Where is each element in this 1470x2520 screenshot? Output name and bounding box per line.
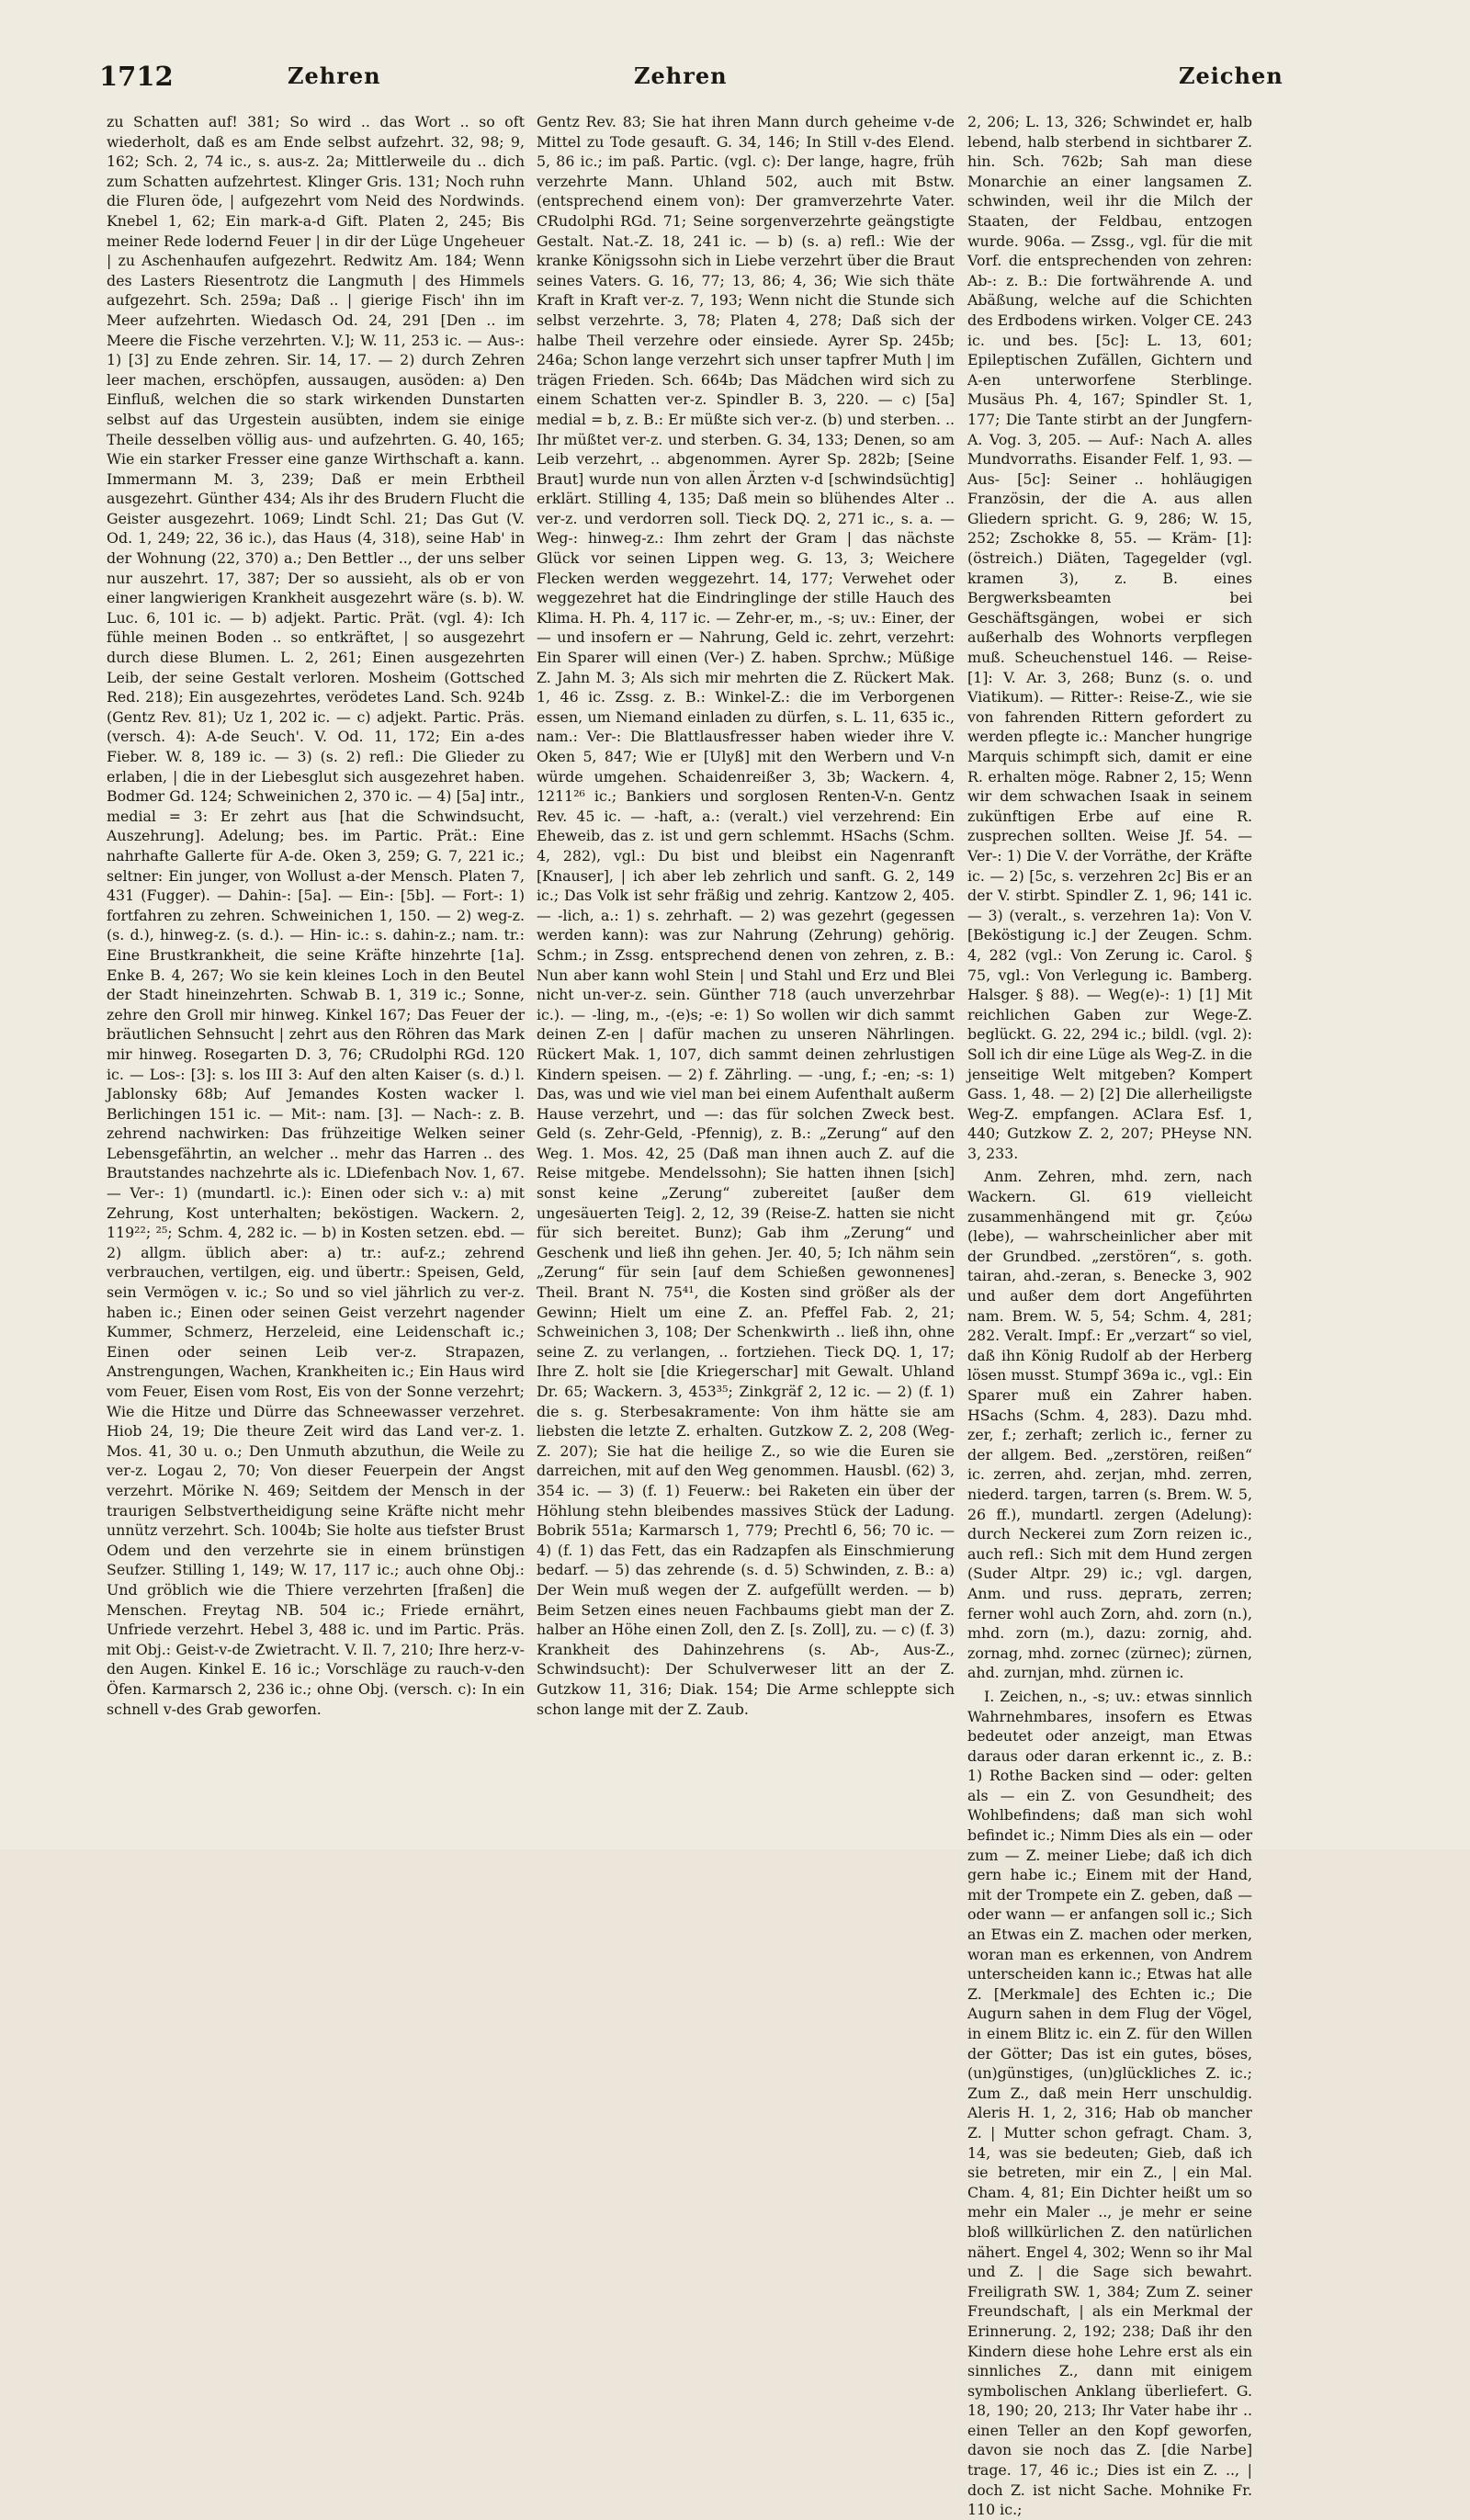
column-3-entry-zeichen: I. Zeichen, n., -s; uv.: etwas sinnlich Wahrnehmbares, insofern es Etwas bedeutet oder anzeigt, man Etwas daraus oder daran erkennt ic., z. B.: 1) Rothe Backen sind — oder: gelten als — ein Z. von Gesundheit; des Wohlbefindens; daß man sich wohl befindet ic.; Nimm Dies als ein — oder zum — Z. meiner Liebe; daß ich dich gern habe ic.; Einem mit der Hand, mit der Trompete ein Z. geben, daß — oder wann — er anfangen soll ic.; Sich an Etwas ein Z. machen oder merken, woran man es erkennen, von Andrem unterscheiden kann ic.; Etwas hat alle Z. [Merkmale] des Echten ic.; Die Augurn sahen in dem Flug der Vögel, in einem Blitz ic. ein Z. für den Willen der Götter; Das ist ein gutes, böses, (un)günstiges, (un)glückliches Z. ic.; Zum Z., daß mein Herr unschuldig. Aleris H. 1, 2, 316; Hab ob mancher Z. | Mutter schon gefragt. Cham. 3, 14, was sie bedeuten; Gieb, daß ich sie betreten, mir ein Z., | ein Mal. Cham. 4, 81; Ein Dichter heißt um so mehr ein Maler .., je mehr er seine bloß willkürlichen Z. den natürlichen nähert. Engel 4, 302; Wenn so ihr Mal und Z. | die Sage sich bewahrt. Freiligrath SW. 1, 384; Zum Z. seiner Freundschaft, | als ein Merkmal der Erinnerung. 2, 192; 238; Daß ihr den Kindern diese hohe Lehre erst als ein sinnliches Z., dann mit einigem symbolischen Anklang überliefert. G. 18, 190; 20, 213; Ihr Vater habe ihr .. einen Teller an den Kopf geworfen, davon sie noch das Z. [die Narbe] trage. 17, 46 ic.; Dies ist ein Z. .., | doch Z. ist nicht Sache. Mohnike Fr. 110 ic.; <box>967 1687 1252 2519</box>
running-head-right: Zeichen <box>1179 62 1283 89</box>
running-head-left: Zehren <box>288 62 381 89</box>
column-3-etymology-note: Anm. Zehren, mhd. zern, nach Wackern. Gl. 619 vielleicht zusammenhängend mit gr. ζεύω (lebe), — wahrscheinlicher aber mit der Grundbed. „zerstören“, s. goth. tairan, ahd.-zeran, s. Benecke 3, 902 und außer dem dort Angeführten nam. Brem. W. 5, 54; Schm. 4, 281; 282. Veralt. Impf.: Er „verzart“ so viel, daß ihn König Rudolf ab der Herberg lösen musst. Stumpf 369a ic., vgl.: Ein Sparer muß ein Zahrer haben. HSachs (Schm. 4, 283). Dazu mhd. zer, f.; zerhaft; zerlich ic., ferner zu der allgem. Bed. „zerstören, reißen“ ic. zerren, ahd. zerjan, mhd. zerren, niederd. targen, tarren (s. Brem. W. 5, 26 ff.), mundartl. zergen (Adelung): durch Neckerei zum Zorn reizen ic., auch refl.: Sich mit dem Hund zergen (Suder Altpr. 29) ic.; vgl. dargen, Anm. und russ. дергать, zerren; ferner wohl auch Zorn, ahd. zorn (n.), mhd. zorn (m.), dazu: zornig, ahd. zornag, mhd. zornec (zürnec); zürnen, ahd. zurnjan, mhd. zürnen ic. <box>967 1168 1252 1682</box>
text-columns <box>99 112 1252 2519</box>
running-head-center: Zehren <box>634 62 728 89</box>
column-2-text: Gentz Rev. 83; Sie hat ihren Mann durch geheime v-de Mittel zu Tode gesauft. G. 34, 146; In Still v-des Elend. 5, 86 ic.; im paß. Partic. (vgl. c): Der lange, hagre, früh verzehrte Mann. Uhland 502, auch mit Bstw. (entsprechend einem von): Der gramverzehrte Vater. CRudolphi RGd. 71; Seine sorgenverzehrte geängstigte Gestalt. Nat.-Z. 18, 241 ic. — b) (s. a) refl.: Wie der kranke Königssohn sich in Liebe verzehrt über die Braut seines Vaters. G. 16, 77; 13, 86; 4, 36; Wie sich thäte Kraft in Kraft ver-z. 7, 193; Wenn nicht die Stunde sich selbst verzehrte. 3, 78; Platen 4, 278; Daß sich der halbe Theil verzehre oder einsiede. Ayrer Sp. 245b; 246a; Schon lange verzehrt sich unser tapfrer Muth | im trägen Frieden. Sch. 664b; Das Mädchen wird sich zu einem Schatten ver-z. Spindler B. 3, 220. — c) [5a] medial = b, z. B.: Er müßte sich ver-z. (b) und sterben. .. Ihr müßtet ver-z. und sterben. G. 34, 133; Denen, so am Leib verzehrt, .. abgenommen. Ayrer Sp. 282b; [Seine Braut] wurde nun von allen Ärzten v-d [schwindsüchtig] erklärt. Stilling 4, 135; Daß mein so blühendes Alter .. ver-z. und verdorren soll. Tieck DQ. 2, 271 ic., s. a. — Weg-: hinweg-z.: Ihm zehrt der Gram | das nächste Glück vor seinen Lippen weg. G. 13, 3; Weichere Flecken werden weggezehrt. 14, 177; Verwehet oder weggezehret hat die Eindringlinge der stille Hauch des Klima. H. Ph. 4, 117 ic. — Zehr-er, m., -s; uv.: Einer, der — und insofern er — Nahrung, Geld ic. zehrt, verzehrt: Ein Sparer will einen (Ver-) Z. haben. Sprchw.; Müßige Z. Jahn M. 3; Als sich mir mehrten die Z. Rückert Mak. 1, 46 ic. Zssg. z. B.: Winkel-Z.: die im Verborgenen essen, um Niemand einladen zu dürfen, s. L. 11, 635 ic., nam.: Ver-: Die Blattlausfresser haben wieder ihre V. Oken 5, 847; Wie er [Ulyß] mit den Werbern und V-n würde umgehen. Schaidenreißer 3, 3b; Wackern. 4, 1211²⁶ ic.; Bankiers und sorglosen Renten-V-n. Gentz Rev. 45 ic. — -haft, a.: (veralt.) viel verzehrend: Ein Eheweib, das z. ist und gern schlemmt. HSachs (Schm. 4, 282), vgl.: Du bist und bleibst ein Nagenranft [Knauser], | ich aber leb zehrlich und sanft. G. 2, 149 ic.; Das Volk ist sehr fräßig und zehrig. Kantzow 2, 405. — -lich, a.: 1) s. zehrhaft. — 2) was gezehrt (gegessen werden kann): was zur Nahrung (Zehrung) gehörig. Schm.; in Zssg. entsprechend denen von zehren, z. B.: Nun aber kann wohl Stein | und Stahl und Erz und Blei nicht un-ver-z. sein. Günther 718 (auch unverzehrbar ic.). — -ling, m., -(e)s; -e: 1) So wollen wir dich sammt deinen Z-en | dafür machen zu unseren Nährlingen. Rückert Mak. 1, 107, dich sammt deinen zehrlustigen Kindern speisen. — 2) f. Zährling. — -ung, f.; -en; -s: 1) Das, was und wie viel man bei einem Aufenthalt außerm Hause verzehrt, und —: das für solchen Zweck best. Geld (s. Zehr-Geld, -Pfennig), z. B.: „Zerung“ auf den Weg. 1. Mos. 42, 25 (Daß man ihnen auch Z. auf die Reise mitgebe. Mendelssohn); Sie hatten ihnen [sich] sonst keine „Zerung“ zubereitet [außer dem ungesäuerten Teig]. 2, 12, 39 (Reise-Z. hatten sie nicht für sich bereitet. Bunz); Gab ihm „Zerung“ und Geschenk und ließ ihn gehen. Jer. 40, 5; Ich nähm sein „Zerung“ für sein [auf dem Schießen gewonnenes] Theil. Brant N. 75⁴¹, die Kosten sind größer als der Gewinn; Hielt um eine Z. an. Pfeffel Fab. 2, 21; Schweinichen 3, 108; Der Schenkwirth .. ließ ihn, ohne seine Z. zu verlangen, .. fortziehen. Tieck DQ. 1, 17; Ihre Z. holt sie [die Kriegerschar] mit Gewalt. Uhland Dr. 65; Wackern. 3, 453³⁵; Zinkgräf 2, 12 ic. — 2) (f. 1) die s. g. Sterbesakramente: Von ihm hätte sie am liebsten die letzte Z. erhalten. Gutzkow Z. 2, 208 (Weg-Z. 207); Sie hat die heilige Z., so wie die Euren sie darreichen, mit auf den Weg genommen. Hausbl. (62) 3, 354 ic. — 3) (f. 1) Feuerw.: bei Raketen ein über der Höhlung stehn bleibendes massives Stück der Ladung. Bobrik 551a; Karmarsch 1, 779; Prechtl 6, 56; 70 ic. — 4) (f. 1) das Fett, das ein Radzapfen als Einschmierung bedarf. — 5) das zehrende (s. d. 5) Schwinden, z. B.: a) Der Wein muß wegen der Z. aufgefüllt werden. — b) Beim Setzen eines neuen Fachbaums giebt man der Z. halber an Höhe einen Zoll, den Z. [s. Zoll], zu. — c) (f. 3) Krankheit des Dahinzehrens (s. Ab-, Aus-Z., Schwindsucht): Der Schulverweser litt an der Z. Gutzkow 11, 316; Diak. 154; Die Arme schleppte sich schon lange mit der Z. Zaub. <box>537 113 955 1718</box>
column-3 <box>967 112 1252 2519</box>
page-header <box>99 53 1283 105</box>
column-2 <box>537 112 955 1821</box>
page-number: 1712 <box>99 61 174 92</box>
column-1-text: zu Schatten auf! 381; So wird .. das Wort .. so oft wiederholt, daß es am Ende selbst aufzehrt. 32, 98; 9, 162; Sch. 2, 74 ic., s. aus-z. 2a; Mittlerweile du .. dich zum Schatten aufzehrtest. Klinger Gris. 131; Noch ruhn die Fluren öde, | aufgezehrt vom Neid des Nordwinds. Knebel 1, 62; Ein mark-a-d Gift. Platen 2, 245; Bis meiner Rede lodernd Feuer | in dir der Lüge Ungeheuer | zu Aschenhaufen aufgezehrt. Redwitz Am. 184; Wenn des Lasters Riesentrotz die Langmuth | des Himmels aufgezehrt. Sch. 259a; Daß .. | gierige Fisch' ihn im Meer aufzehrten. Wiedasch Od. 24, 291 [Den .. im Meere die Fische verzehrten. V.]; W. 11, 253 ic. — Aus-: 1) [3] zu Ende zehren. Sir. 14, 17. — 2) durch Zehren leer machen, erschöpfen, aussaugen, ausöden: a) Den Einfluß, welchen die so stark wirkenden Dunstarten selbst auf das Urgestein ausübten, indem sie einige Theile desselben völlig aus- und aufzehrten. G. 40, 165; Wie ein starker Fresser eine ganze Wirthschaft a. kann. Immermann M. 3, 239; Daß er mein Erbtheil ausgezehrt. Günther 434; Als ihr des Brudern Flucht die Geister ausgezehrt. 1069; Lindt Schl. 21; Das Gut (V. Od. 1, 249; 22, 36 ic.), das Haus (4, 318), seine Hab' in der Wohnung (22, 370) a.; Den Bettler .., der uns selber nur auszehrt. 17, 387; Der so aussieht, als ob er von einer langwierigen Krankheit ausgezehrt wäre (s. b). W. Luc. 6, 101 ic. — b) adjekt. Partic. Prät. (vgl. 4): Ich fühle meinen Boden .. so entkräftet, | so ausgezehrt durch diese Blumen. L. 2, 261; Einen ausgezehrten Leib, der seine Gestalt verloren. Mosheim (Gottsched Red. 218); Ein ausgezehrtes, verödetes Land. Sch. 924b (Gentz Rev. 81); Uz 1, 202 ic. — c) adjekt. Partic. Präs. (versch. 4): A-de Seuch'. V. Od. 11, 172; Ein a-des Fieber. W. 8, 189 ic. — 3) (s. 2) refl.: Die Glieder zu erlaben, | die in der Liebesglut sich ausgezehret haben. Bodmer Gd. 124; Schweinichen 2, 370 ic. — 4) [5a] intr., medial = 3: Er zehrt aus [hat die Schwindsucht, Auszehrung]. Adelung; bes. im Partic. Prät.: Eine nahrhafte Gallerte für A-de. Oken 3, 259; G. 7, 221 ic.; seltner: Ein junger, von Wollust a-der Mensch. Platen 7, 431 (Fugger). — Dahin-: [5a]. — Ein-: [5b]. — Fort-: 1) fortfahren zu zehren. Schweinichen 1, 150. — 2) weg-z. (s. d.), hinweg-z. (s. d.). — Hin- ic.: s. dahin-z.; nam. tr.: Eine Brustkrankheit, die seine Kräfte hinzehrte [1a]. Enke B. 4, 267; Wo sie kein kleines Loch in den Beutel der Stadt hineinzehrten. Schwab B. 1, 319 ic.; Sonne, zehre den Groll mir hinweg. Kinkel 167; Das Feuer der bräutlichen Sehnsucht | zehrt aus den Röhren das Mark mir hinweg. Rosegarten D. 3, 76; CRudolphi RGd. 120 ic. — Los-: [3]: s. los III 3: Auf den alten Kaiser (s. d.) l. Jablonsky 68b; Auf Jemandes Kosten wacker l. Berlichingen 151 ic. — Mit-: nam. [3]. — Nach-: z. B. zehrend nachwirken: Das frühzeitige Welken seiner Lebensgefährtin, an welcher .. mehr das Harren .. des Brautstandes nachzehrte als ic. LDiefenbach Nov. 1, 67. — Ver-: 1) (mundartl. ic.): Einen oder sich v.: a) mit Zehrung, Kost unterhalten; beköstigen. Wackern. 2, 119²²; ²⁵; Schm. 4, 282 ic. — b) in Kosten setzen. ebd. — 2) allgm. üblich aber: a) tr.: auf-z.; zehrend verbrauchen, vertilgen, eig. und übertr.: Speisen, Geld, sein Vermögen v. ic.; So und so viel jährlich zu ver-z. haben ic.; Einen oder seinen Geist verzehrt nagender Kummer, Schmerz, Herzeleid, eine Leidenschaft ic.; Einen oder seinen Leib ver-z. Strapazen, Anstrengungen, Wachen, Krankheiten ic.; Ein Haus wird vom Feuer, Eisen vom Rost, Eis von der Sonne verzehrt; Wie die Hitze und Dürre das Schneewasser verzehret. Hiob 24, 19; Die theure Zeit wird das Land ver-z. 1. Mos. 41, 30 u. o.; Den Unmuth abzuthun, die Weile zu ver-z. Logau 2, 70; Von dieser Feuerpein der Angst verzehrt. Mörike N. 469; Seitdem der Mensch in der traurigen Selbstvertheidigung seine Kräfte nicht mehr unnütz verzehrt. Sch. 1004b; Sie holte aus tiefster Brust Odem und den verzehrte sie in einem brünstigen Seufzer. Stilling 1, 149; W. 17, 117 ic.; auch ohne Obj.: Und gröblich wie die Thiere verzehrten [fraßen] die Menschen. Freytag NB. 504 ic.; Friede ernährt, Unfriede verzehrt. Hebel 3, 488 ic. und im Partic. Präs. mit Obj.: Geist-v-de Zwietracht. V. Il. 7, 210; Ihre herz-v-den Augen. Kinkel E. 16 ic.; Vorschläge zu rauch-v-den Öfen. Karmarsch 2, 236 ic.; ohne Obj. (versch. c): In ein schnell v-des Grab geworfen. <box>107 113 525 1718</box>
column-3-entry-zehrung-compounds: 2, 206; L. 13, 326; Schwindet er, halb lebend, halb sterbend in sichtbarer Z. hin. Sch. 762b; Sah man diese Monarchie an einer langsamen Z. schwinden, weil ihr die Milch der Staaten, der Feldbau, entzogen wurde. 906a. — Zssg., vgl. für die mit Vorf. die entsprechenden von zehren: Ab-: z. B.: Die fortwährende A. und Abäßung, welche auf die Schichten des Erdbodens wirken. Volger CE. 243 ic. und bes. [5c]: L. 13, 601; Epileptischen Zufällen, Gichtern und A-en unterworfene Sterblinge. Musäus Ph. 4, 167; Spindler St. 1, 177; Die Tante stirbt an der Jungfern-A. Vog. 3, 205. — Auf-: Nach A. alles Mundvorraths. Eisander Felf. 1, 93. — Aus- [5c]: Seiner .. hohläugigen Französin, der die A. aus allen Gliedern spricht. G. 9, 286; W. 15, 252; Zschokke 8, 55. — Kräm- [1]: (östreich.) Diäten, Tagegelder (vgl. kramen 3), z. B. eines Bergwerksbeamten bei Geschäftsgängen, wobei er sich außerhalb des Wohnorts verpflegen muß. Scheuchenstuel 146. — Reise- [1]: V. Ar. 3, 268; Bunz (s. o. und Viatikum). — Ritter-: Reise-Z., wie sie von fahrenden Rittern gefordert zu werden pflegte ic.: Mancher hungrige Marquis schimpft sich, damit er eine R. erhalten möge. Rabner 2, 15; Wenn wir dem schwachen Isaak in seinem zukünftigen Erbe auf eine R. zusprechen sollten. Weise Jf. 54. — Ver-: 1) Die V. der Vorräthe, der Kräfte ic. — 2) [5c, s. verzehren 2c] Bis er an der V. stirbt. Spindler Z. 1, 96; 141 ic. — 3) (veralt., s. verzehren 1a): Von V. [Beköstigung ic.] der Zeugen. Schm. 4, 282 (vgl.: Von Zerung ic. Carol. § 75, vgl.: Von Verlegung ic. Bamberg. Halsger. § 88). — Weg(e)-: 1) [1] Mit reichlichen Gaben zur Wege-Z. beglückt. G. 22, 294 ic.; bildl. (vgl. 2): Soll ich dir eine Lüge als Weg-Z. in die jenseitige Welt mitgeben? Kompert Gass. 1, 48. — 2) [2] Die allerheiligste Weg-Z. empfangen. AClara Esf. 1, 440; Gutzkow Z. 2, 207; PHeyse NN. 3, 233. <box>967 113 1252 1162</box>
column-1 <box>107 112 525 1821</box>
